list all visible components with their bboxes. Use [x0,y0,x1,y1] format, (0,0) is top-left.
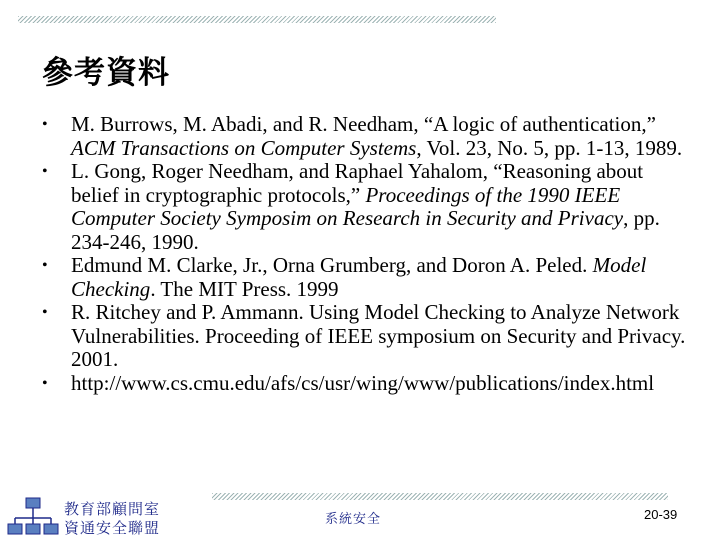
bottom-decorative-stripe [212,493,668,500]
logo-line-2: 資通安全聯盟 [64,519,161,537]
bullet-icon: • [42,116,48,133]
reference-journal: ACM Transactions on Computer Systems [71,135,417,160]
bullet-icon: • [42,163,48,180]
reference-text: R. Ritchey and P. Ammann. Using Model Checking to Analyze Network Vulnerabilities. Proceeding of IEEE symposium on Security and Privacy. 2001. [71,300,686,371]
reference-text-tail: , pp. 234-246, 1990. [71,206,660,254]
reference-url: http://www.cs.cmu.edu/afs/cs/usr/wing/www/publications/index.html [71,370,655,395]
bullet-icon: • [42,374,48,392]
top-decorative-stripe [18,16,496,23]
reference-item [40,301,690,372]
slide-title: 參考資料 [42,55,170,91]
logo-line-1: 教育部顧問室 [64,500,161,518]
footer-course-name: 系統安全 [325,512,382,527]
footer-logo [6,496,196,538]
reference-text-tail: . The MIT Press. 1999 [150,276,339,301]
reference-item [40,160,690,254]
reference-text: Edmund M. Clarke, Jr., Orna Grumberg, and Doron A. Peled. [71,253,593,277]
page-number: 20-39 [644,507,678,522]
reference-item [40,254,690,301]
reference-text: M. Burrows, M. Abadi, and R. Needham, “A logic of authentication,” [71,112,656,136]
reference-book-title: Model Checking [71,253,647,301]
reference-text: L. Gong, Roger Needham, and Raphael Yahalom, “Reasoning about belief in cryptographic protocols,” [71,159,644,207]
reference-item [40,372,690,396]
reference-journal: Proceedings of the 1990 IEEE Computer Society Symposim on Research in Security and Privacy [71,182,624,230]
bullet-icon: • [42,304,48,321]
reference-list [40,113,690,395]
reference-item [40,113,690,160]
network-nodes-icon [6,496,60,538]
reference-text-tail: , Vol. 23, No. 5, pp. 1-13, 1989. [416,135,683,160]
bullet-icon: • [42,257,48,274]
